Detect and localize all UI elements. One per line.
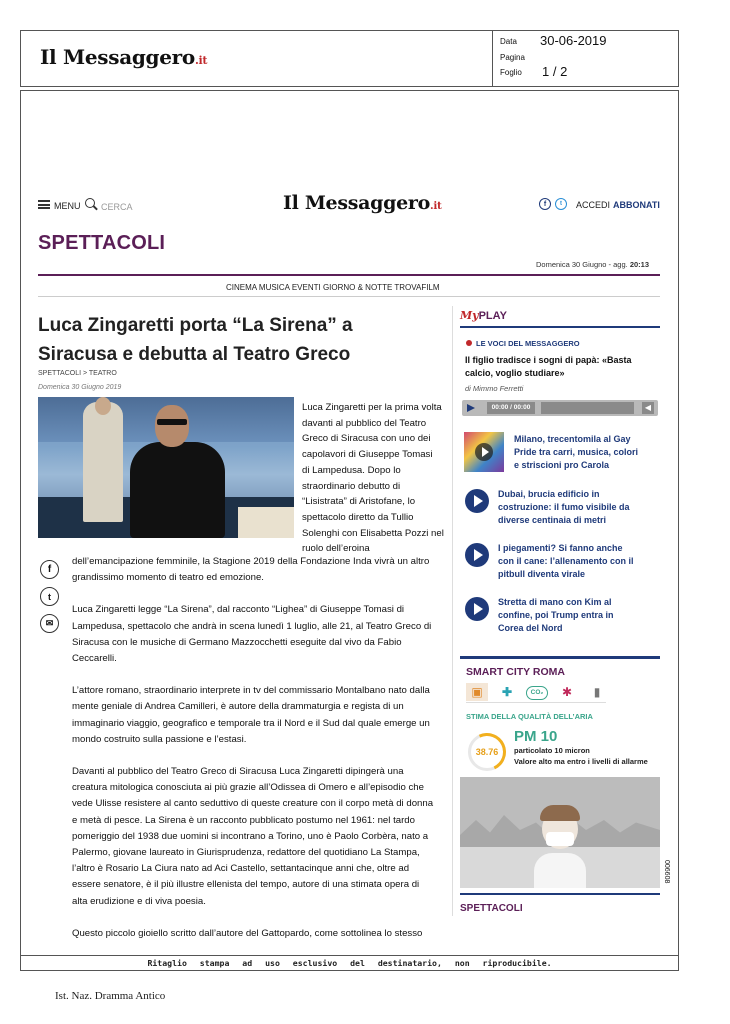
news-item-4[interactable] [462, 594, 658, 638]
facebook-icon[interactable]: f [539, 198, 551, 210]
news-title [498, 542, 634, 581]
body-line: immaginario viaggio, geografico e temporale tra il Nord e il Sud dal quale emerge un [72, 717, 430, 729]
audio-seek-bar[interactable] [541, 402, 634, 414]
paragraph-3 [72, 683, 452, 748]
paragraph-2 [72, 602, 452, 667]
myplay-prefix: My [460, 309, 479, 322]
subnav-giorno-notte[interactable]: GIORNO & NOTTE [322, 283, 393, 292]
side-line: capolavori di Giuseppe Tomasi [302, 449, 433, 461]
pollen-icon[interactable]: ✱ [561, 685, 573, 699]
body-line: vede Ulisse resistere al canto seduttivo di queste creature con il corpo metà di donna [72, 798, 434, 810]
news-line: diverse centinaia di metri [498, 515, 607, 525]
bottom-section-topbar [460, 893, 660, 895]
article-body [72, 554, 452, 942]
body-line: Questo piccolo gioiello scritto dall’autore del Gattopardo, come sottolinea lo stesso [72, 927, 423, 939]
play-icon [465, 597, 489, 621]
news-item-3[interactable] [462, 540, 658, 584]
side-line: Solenghi con Elisabetta Pozzi nel [302, 527, 444, 539]
header-logo [40, 45, 207, 69]
section-date-time: 20:13 [629, 260, 650, 269]
article-title-line2: Siracusa e debutta al Teatro Greco [38, 344, 351, 365]
body-line: pomeriggio del 1938 due uomini si incontrano a Torino, uno è Paolo Corbèra, nato a [72, 830, 429, 842]
news-line: costruzione: il fumo visibile da [498, 502, 630, 512]
traffic-light-icon[interactable]: ▮ [593, 685, 601, 699]
article-date: Domenica 30 Giugno 2019 [38, 384, 122, 391]
air-quality-title: STIMA DELLA QUALITÀ DELL’ARIA [466, 712, 593, 721]
bus-icon[interactable]: ▣ [466, 683, 488, 701]
health-icon[interactable]: ✚ [501, 685, 513, 699]
body-line: alta erudizione e di viva poesia. [72, 895, 206, 907]
play-icon [465, 489, 489, 513]
voci-label: LE VOCI DEL MESSAGGERO [476, 339, 580, 348]
login-link[interactable]: ACCEDI [576, 200, 611, 210]
smart-city-topbar [460, 656, 660, 659]
news-line: I piegamenti? Si fanno anche [498, 543, 623, 553]
section-subnav [226, 283, 440, 292]
voci-title[interactable] [465, 354, 660, 380]
body-line: l’altro è Rosario La Ciura nato ad Aci Castello, settantacinque anni che, oltre ad [72, 863, 410, 875]
page-label: Pagina [500, 53, 525, 62]
side-line: Greco di Siracusa con uno dei [302, 433, 431, 445]
myplay-label: PLAY [478, 310, 507, 322]
news-line: confine, poi Trump entra in [498, 610, 614, 620]
side-line: “Lisistrata” di Aristofane, lo [302, 496, 416, 508]
paragraph-5 [72, 926, 452, 942]
news-title [498, 488, 630, 527]
pm-gauge [468, 733, 506, 771]
body-line: Luca Zingaretti legge “La Sirena”, dal racconto “Lighea” di Giuseppe Tomasi di [72, 604, 405, 616]
pm-sub2: Valore alto ma entro i livelli di allarme [514, 757, 648, 766]
subscribe-link[interactable]: ABBONATI [613, 200, 660, 210]
article-title [38, 311, 448, 369]
body-line: mondo costruito sulla passione e l’estasi. [72, 733, 247, 745]
body-line: essere senatore, è il più illustre ellenista del tempo, autore di una stimata opera di [72, 879, 420, 891]
voci-title-line1: Il figlio tradisce i sogni di papà: «Basta [465, 355, 632, 365]
voci-icon [466, 340, 472, 346]
myplay-heading[interactable] [460, 309, 507, 322]
subnav-divider [38, 296, 660, 297]
subnav-musica[interactable]: MUSICA [258, 283, 290, 292]
pm-sub1: particolato 10 micron [514, 746, 590, 755]
body-line: L’attore romano, straordinario interprete in tv del commissario Montalbano nato dalla [72, 685, 430, 697]
body-line: Ceccarelli. [72, 653, 117, 665]
article-photo [38, 397, 294, 538]
voci-title-line2: calcio, voglio studiare» [465, 368, 565, 378]
news-title [514, 433, 638, 472]
myplay-underline [460, 326, 660, 328]
document-code-text: 006608 [663, 860, 670, 884]
header-logo-text: Il Messaggero [40, 45, 195, 69]
email-share-icon[interactable]: ✉ [40, 614, 59, 633]
menu-label: MENU [54, 201, 81, 211]
date-label: Data [500, 37, 517, 46]
menu-button[interactable] [38, 199, 80, 213]
audio-play-icon[interactable] [467, 404, 475, 412]
co2-icon[interactable] [526, 686, 548, 700]
site-logo-text: Il Messaggero [283, 192, 430, 214]
sheet-label: Foglio [500, 68, 522, 77]
news-title [498, 596, 614, 635]
news-line: Milano, trecentomila al Gay [514, 434, 631, 444]
news-item-2[interactable] [462, 486, 658, 530]
news-line: con il cane: l’allenamento con il [498, 556, 634, 566]
article-title-line1: Luca Zingaretti porta “La Sirena” a [38, 315, 353, 336]
twitter-share-icon[interactable]: t [40, 587, 59, 606]
paragraph-1 [72, 554, 452, 586]
news-thumbnail [464, 432, 504, 472]
section-date-prefix: Domenica 30 Giugno - agg. [536, 260, 628, 269]
body-line: Lampedusa, spettacolo che andrà in scena lunedì 1 luglio, alle 21, al Teatro Greco di [72, 620, 432, 632]
header-logo-suffix: .it [194, 54, 208, 67]
voci-author: di Mimmo Ferretti [465, 384, 524, 393]
bottom-section-title[interactable]: SPETTACOLI [460, 903, 523, 914]
section-divider [38, 274, 660, 276]
pm-value: 38.76 [475, 747, 499, 757]
news-line: pitbull diventa virale [498, 569, 586, 579]
news-line: Stretta di mano con Kim al [498, 597, 612, 607]
side-line: Luca Zingaretti per la prima volta [302, 402, 442, 413]
site-logo-suffix: .it [430, 200, 442, 212]
body-line: mente geniale di Andrea Camilleri, è autore della drammaturgia e regista di un [72, 701, 404, 713]
footer-notice: Ritaglio stampa ad uso esclusivo del destinatario, non riproducibile. [147, 958, 552, 968]
news-line: Pride tra carri, musica, colori [514, 447, 639, 457]
section-title[interactable]: SPETTACOLI [38, 232, 166, 254]
subnav-eventi[interactable]: EVENTI [291, 283, 321, 292]
date-value: 30-06-2019 [540, 33, 607, 48]
sidebar-divider [452, 306, 453, 916]
footer-source: Ist. Naz. Dramma Antico [55, 990, 166, 1002]
side-line: ruolo dell’eroina [302, 543, 370, 555]
sheet-value: 1 / 2 [542, 64, 568, 79]
document-code [663, 860, 670, 900]
side-line: straordinario debutto di [302, 480, 401, 492]
co2-label: CO₂ [530, 689, 544, 696]
article-side-text [302, 400, 452, 557]
pm-label: PM 10 [514, 728, 558, 745]
volume-icon[interactable]: ◀ [642, 402, 654, 414]
body-line: dell’emancipazione femminile, la Stagione 2019 della Fondazione Inda vivrà un altro [72, 556, 430, 567]
body-line: Palermo, giovane laureato in Giurisprudenza, redattore del quotidiano La Stampa, [72, 847, 420, 859]
news-line: Corea del Nord [498, 623, 563, 633]
body-line: e metà di pesce. La Sirena è un racconto pubblicato postumo nel 1961: nel tardo [72, 814, 415, 826]
section-date [536, 260, 649, 269]
audio-time-text: 00:00 / 00:00 [491, 404, 531, 411]
body-line: Davanti al pubblico del Teatro Greco di Siracusa Luca Zingaretti dipingerà una [72, 766, 404, 778]
audio-player [462, 400, 658, 416]
side-line: spettacolo diretto da Tullio [302, 511, 414, 523]
body-line: grandissimo momento di teatro ed emozione. [72, 572, 264, 584]
site-logo[interactable] [283, 192, 442, 214]
voci-heading [466, 339, 580, 348]
paragraph-4 [72, 764, 452, 910]
twitter-icon[interactable]: t [555, 198, 567, 210]
subnav-cinema[interactable]: CINEMA [226, 283, 257, 292]
subnav-trovafilm[interactable]: TROVAFILM [394, 283, 440, 292]
body-line: Siracusa con le musiche di Germano Mazzocchetti eseguite dal vivo da Fabio [72, 636, 402, 648]
smart-city-heading[interactable]: SMART CITY ROMA [466, 666, 565, 678]
news-line: Dubai, brucia edificio in [498, 489, 600, 499]
news-line: e striscioni pro Carola [514, 460, 610, 470]
body-line: creatura mitologica conosciuta ai più grazie all’Odissea di Omero e all’episodio che [72, 782, 424, 794]
facebook-share-icon[interactable]: f [40, 560, 59, 579]
audio-time [487, 402, 535, 414]
side-line: davanti al pubblico del Teatro [302, 417, 427, 429]
hamburger-icon [38, 200, 50, 209]
air-quality-illustration [460, 777, 660, 888]
side-line: di Lampedusa. Dopo lo [302, 464, 401, 476]
play-icon [465, 543, 489, 567]
search-input[interactable]: CERCA [101, 202, 133, 212]
breadcrumb[interactable]: SPETTACOLI > TEATRO [38, 370, 117, 377]
news-item-1[interactable] [462, 430, 658, 474]
